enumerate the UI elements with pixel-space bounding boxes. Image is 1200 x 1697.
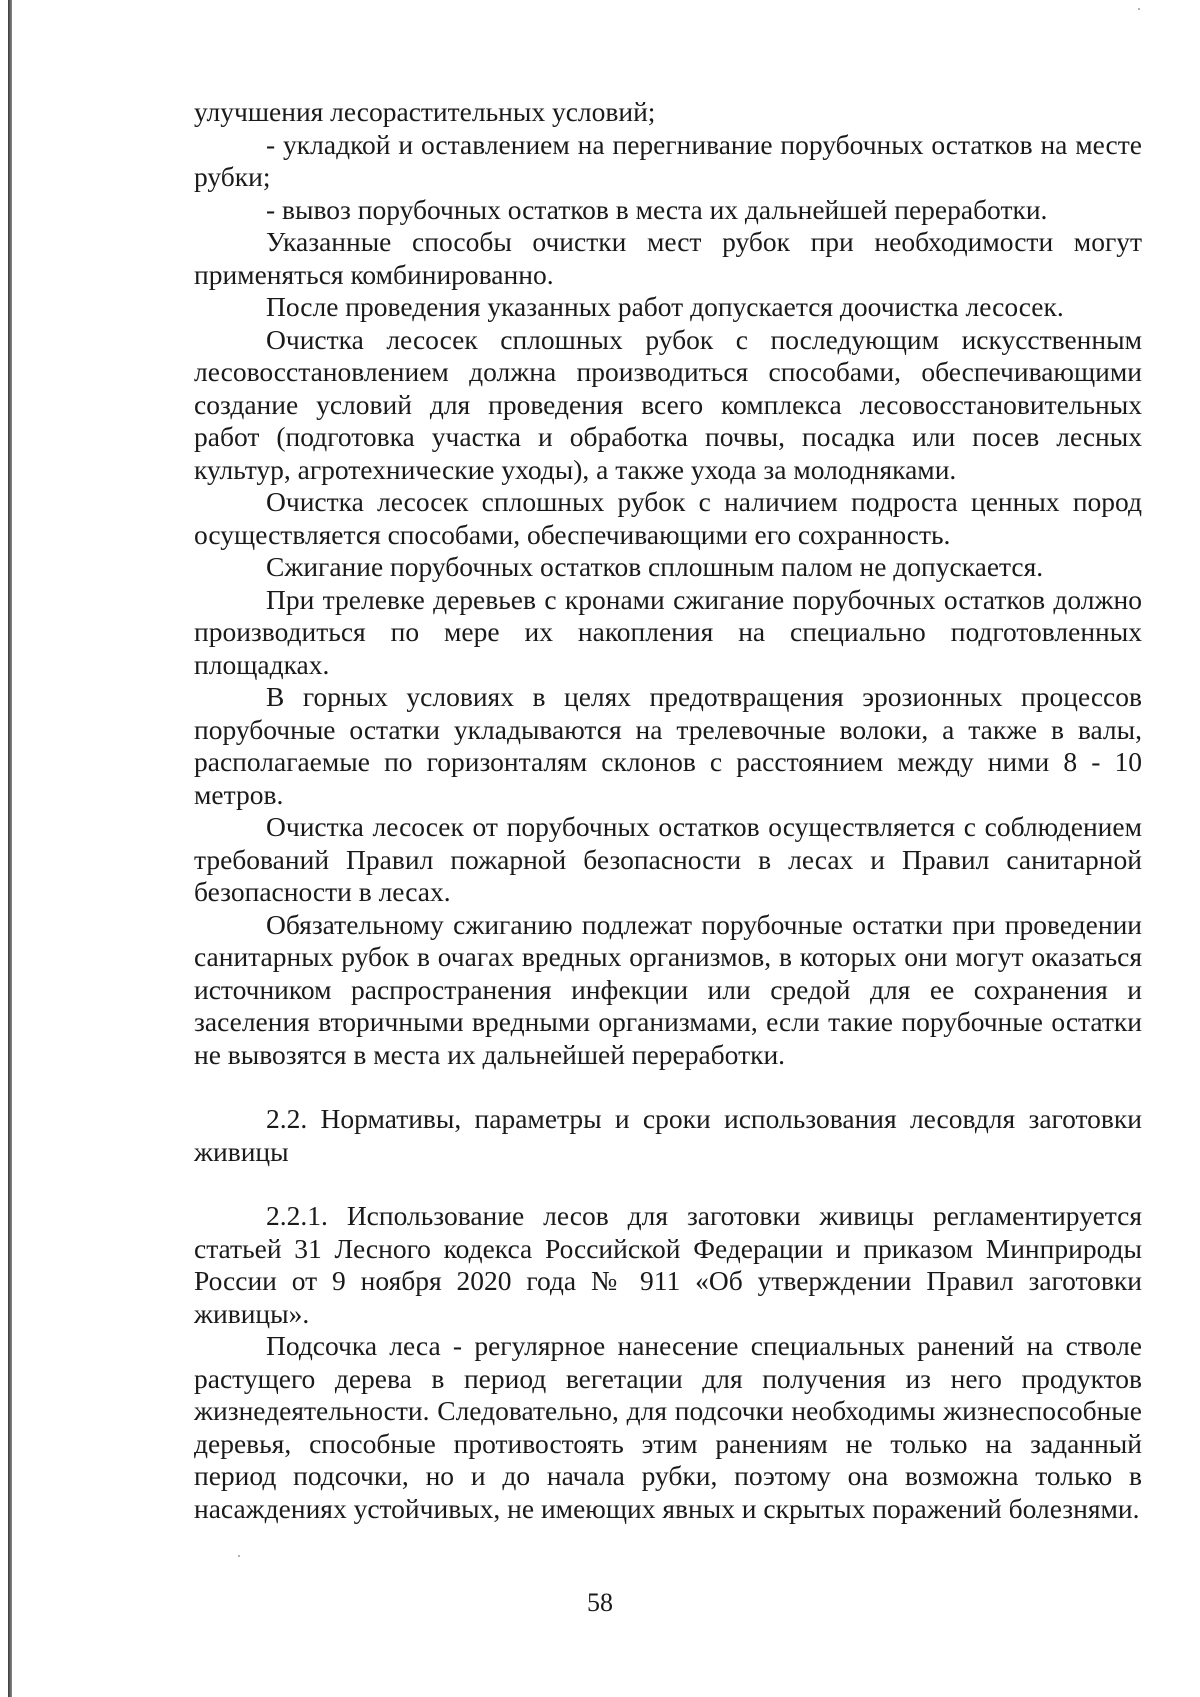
scan-speck xyxy=(238,1555,240,1557)
paragraph-continuation: улучшения лесорастительных условий; xyxy=(194,96,656,127)
paragraph: При трелевке деревьев с кронами сжигание порубочных остатков должно производиться по мере их накопления на специально подготовленных площадках. xyxy=(194,583,1142,680)
list-item: - укладкой и оставлением на перегнивание порубочных остатков на месте рубки; xyxy=(194,128,1142,192)
paragraph: После проведения указанных работ допускается доочистка лесосек. xyxy=(266,291,1064,322)
paragraph: Обязательному сжиганию подлежат порубочные остатки при проведении санитарных рубок в очагах вредных организмов, в которых они могут оказаться источником распространения инфекции или средой для ее сохранения и заселения вторичными вредными организмами, если такие порубочные остатки не вывозятся в места их дальнейшей переработки. xyxy=(194,908,1142,1070)
paragraph: Подсочка леса - регулярное нанесение специальных ранений на стволе растущего дерева в период вегетации для получения из него продуктов жизнедеятельности. Следовательно, для подсочки необходимы жизнеспособные деревья, способные противостоять этим ранениям не только на заданный период подсочки, но и до начала рубки, поэтому она возможна только в насаждениях устойчивых, не имеющих явных и скрытых поражений болезнями. xyxy=(194,1330,1142,1524)
paragraph: Очистка лесосек от порубочных остатков осуществляется с соблюдением требований Правил пожарной безопасности в лесах и Правил санитарной безопасности в лесах. xyxy=(194,811,1142,907)
paragraph: Очистка лесосек сплошных рубок с последующим искусственным лесовосстановлением должна производиться способами, обеспечивающими создание условий для проведения всего комплекса лесовосстановительных работ (подготовка участка и обработка почвы, посадка или посев лесных культур, агротехнические уходы), а также ухода за молодняками. xyxy=(194,323,1142,485)
paragraph: Очистка лесосек сплошных рубок с наличием подроста ценных пород осуществляется способами, обеспечивающими его сохранность. xyxy=(194,486,1142,550)
scan-edge xyxy=(8,0,12,1697)
paragraph: Сжигание порубочных остатков сплошным палом не допускается. xyxy=(266,551,1044,582)
section-heading: 2.2. Нормативы, параметры и сроки использования лесовдля заготовки живицы xyxy=(194,1103,1142,1167)
paragraph: Указанные способы очистки мест рубок при необходимости могут применяться комбинированно. xyxy=(194,226,1142,290)
list-item: - вывоз порубочных остатков в места их дальнейшей переработки. xyxy=(266,193,1048,225)
scan-speck xyxy=(1138,8,1140,10)
paragraph: В горных условиях в целях предотвращения эрозионных процессов порубочные остатки укладываются на трелевочные волоки, а также в валы, располагаемые по горизонталям склонов с расстоянием между ними 8 - 10 метров. xyxy=(194,681,1142,810)
subsection-paragraph: 2.2.1. Использование лесов для заготовки живицы регламентируется статьей 31 Лесного кодекса Российской Федерации и приказом Минприроды России от 9 ноября 2020 года № 911 «Об утверждении Правил заготовки живицы». xyxy=(194,1200,1142,1329)
page-number: 58 xyxy=(587,1588,613,1617)
document-body xyxy=(194,96,1142,1525)
